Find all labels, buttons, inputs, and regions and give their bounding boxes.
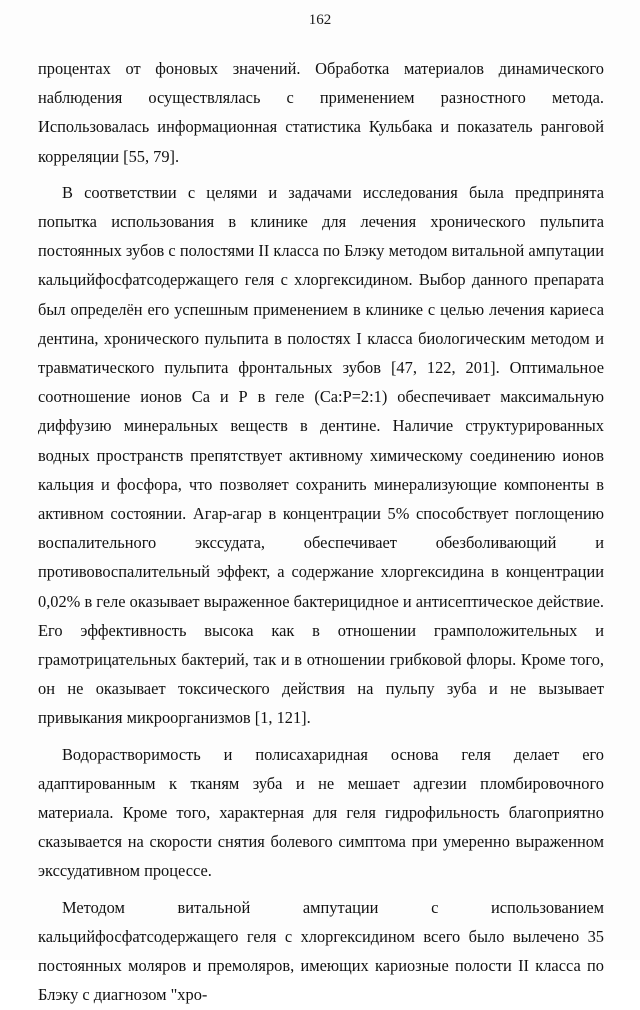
paragraph-continuation: процентах от фоновых значений. Обработка материалов динамического наблюдения осуществлялась с применением разностного метода. Использовалась информационная статистика Кульбака и показатель ранговой корреляции [55, 79]. [38, 59, 604, 166]
document-body [38, 54, 604, 1010]
paragraph-gel-rationale: В соответствии с целями и задачами исследования была предпринята попытка использования в клинике для лечения хронического пульпита постоянных зубов с полостями II класса по Блэку методом витальной ампутации кальцийфосфатсодержащего геля с хлоргексидином. Выбор данного препарата был определён его успешным применением в клинике с целью лечения кариеса дентина, хронического пульпита в полостях I класса биологическим методом и травматического пульпита фронтальных зубов [47, 122, 201]. Оптимальное соотношение ионов Са и Р в геле (Са:Р=2:1) обеспечивает максимальную диффузию минеральных веществ в дентине. Наличие структурированных водных пространств препятствует активному химическому соединению ионов кальция и фосфора, что позволяет сохранить минерализующие компоненты в активном состоянии. Агар-агар в концентрации 5% способствует поглощению воспалительного экссудата, обеспечивает обезболивающий и противовоспалительный эффект, а содержание хлоргексидина в концентрации 0,02% в геле оказывает выраженное бактерицидное и антисептическое действие. Его эффективность высока как в отношении грамположительных и грамотрицательных бактерий, так и в отношении грибковой флоры. Кроме того, он не оказывает токсического действия на пульпу зуба и не вызывает привыкания микроорганизмов [1, 121]. [38, 182, 604, 728]
page-number: 162 [308, 12, 332, 28]
paragraph-gel-properties: Водорастворимость и полисахаридная основа геля делает его адаптированным к тканям зуба и не мешает адгезии пломбировочного материала. Кроме того, характерная для геля гидрофильность благоприятно сказывается на скорости снятия болевого симптома при умеренно выраженном экссудативном процессе. [38, 744, 604, 881]
paragraph-treatment-count: Методом витальной ампутации с использованием кальцийфосфатсодержащего геля с хлоргексидином всего было вылечено 35 постоянных моляров и премоляров, имеющих кариозные полости II класса по Блэку с диагнозом "хро- [38, 897, 604, 1005]
